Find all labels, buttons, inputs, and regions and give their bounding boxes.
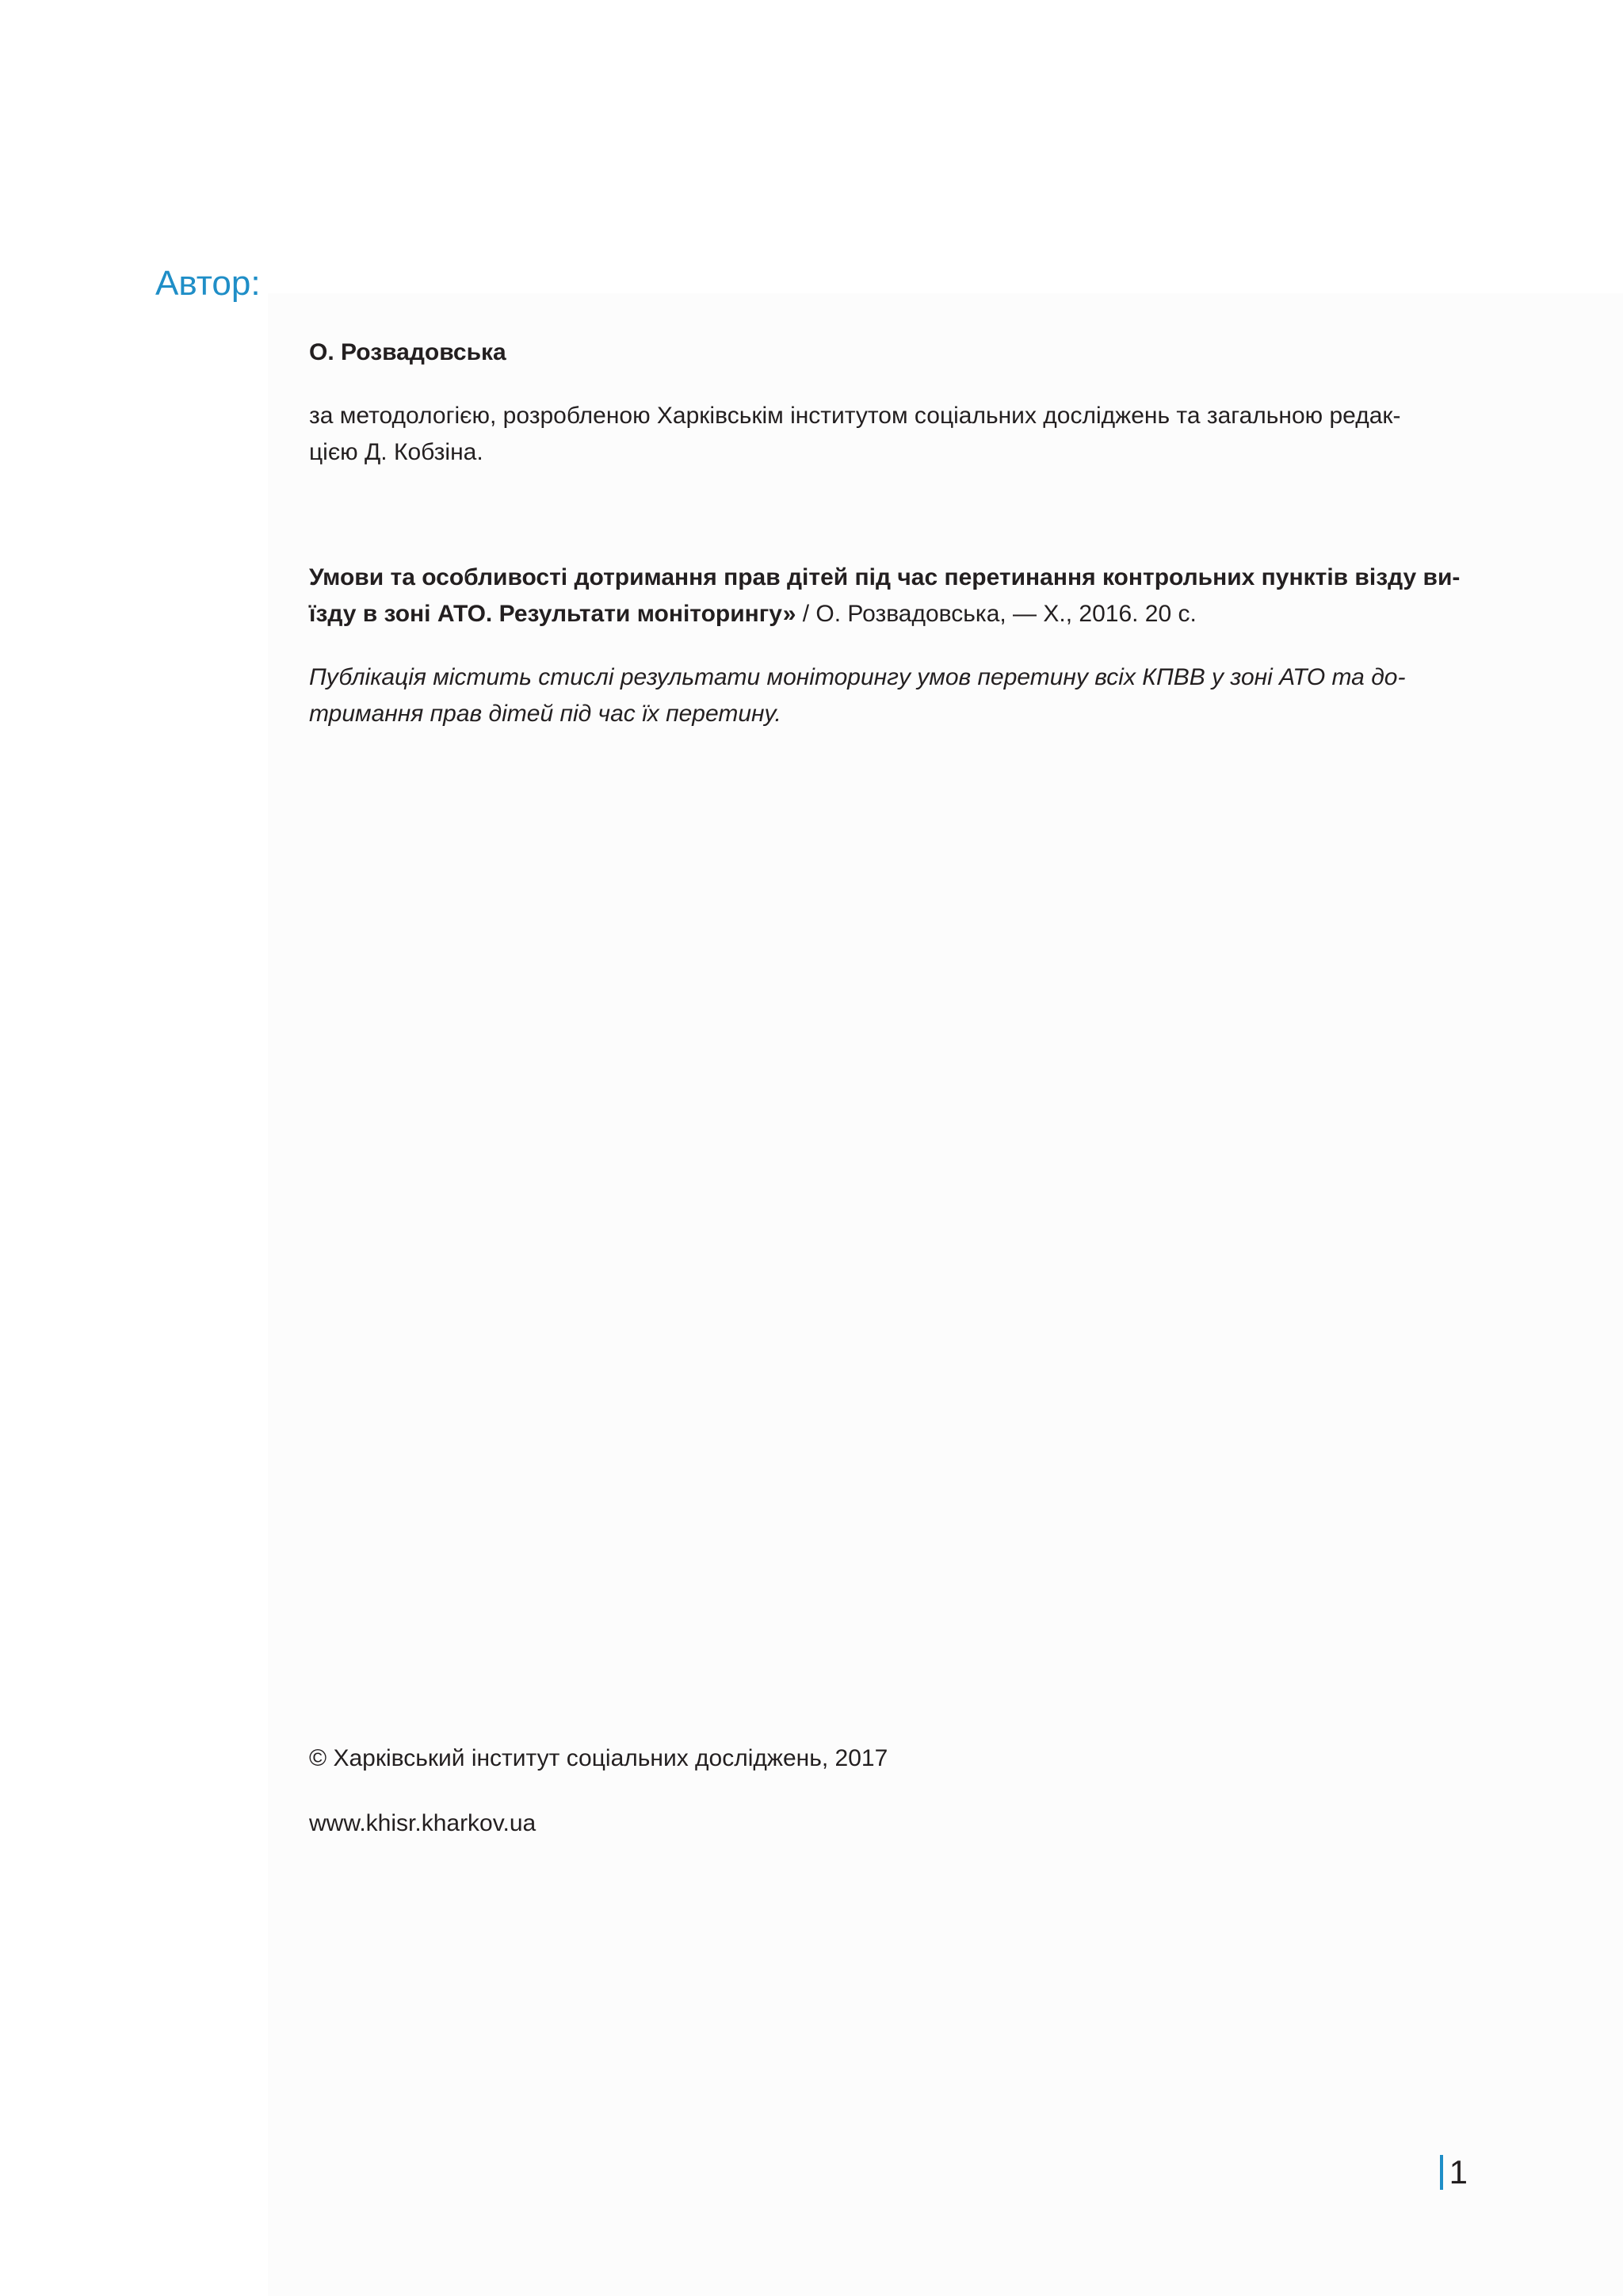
page-number-text: 1 [1449, 2153, 1468, 2191]
citation-title-line-1 [309, 560, 1468, 596]
author-name: О. Розвадовська [309, 339, 506, 365]
abstract [309, 659, 1468, 732]
abstract-line-1: Публікація містить стислі результати моніторингу умов перетину всіх КПВВ у зоні АТО та до- [309, 664, 1406, 690]
citation-title-part-2: їзду в зоні АТО. Результати моніторингу» [309, 601, 796, 627]
page-number [1440, 2153, 1468, 2192]
methodology-line-1: за методологією, розробленою Харківськім інститутом соціальних досліджень та загальною редак- [309, 403, 1401, 429]
citation-details: / О. Розвадовська, — Х., 2016. 20 с. [796, 601, 1197, 627]
author-heading: Автор: [155, 264, 261, 303]
copyright-notice: © Харківський інститут соціальних досліджень, 2017 [309, 1745, 888, 1771]
citation [309, 560, 1468, 632]
citation-title-part-1: Умови та особливості дотримання прав дітей під час перетинання контрольних пунктів візду ви- [309, 564, 1461, 590]
methodology-note [309, 398, 1468, 471]
page-number-bar [1440, 2155, 1443, 2190]
website-link[interactable]: www.khisr.kharkov.ua [309, 1810, 537, 1836]
methodology-line-2: цією Д. Кобзіна. [309, 439, 483, 465]
citation-title-line-2 [309, 596, 1468, 632]
abstract-line-2: тримання прав дітей під час їх перетину. [309, 701, 781, 727]
